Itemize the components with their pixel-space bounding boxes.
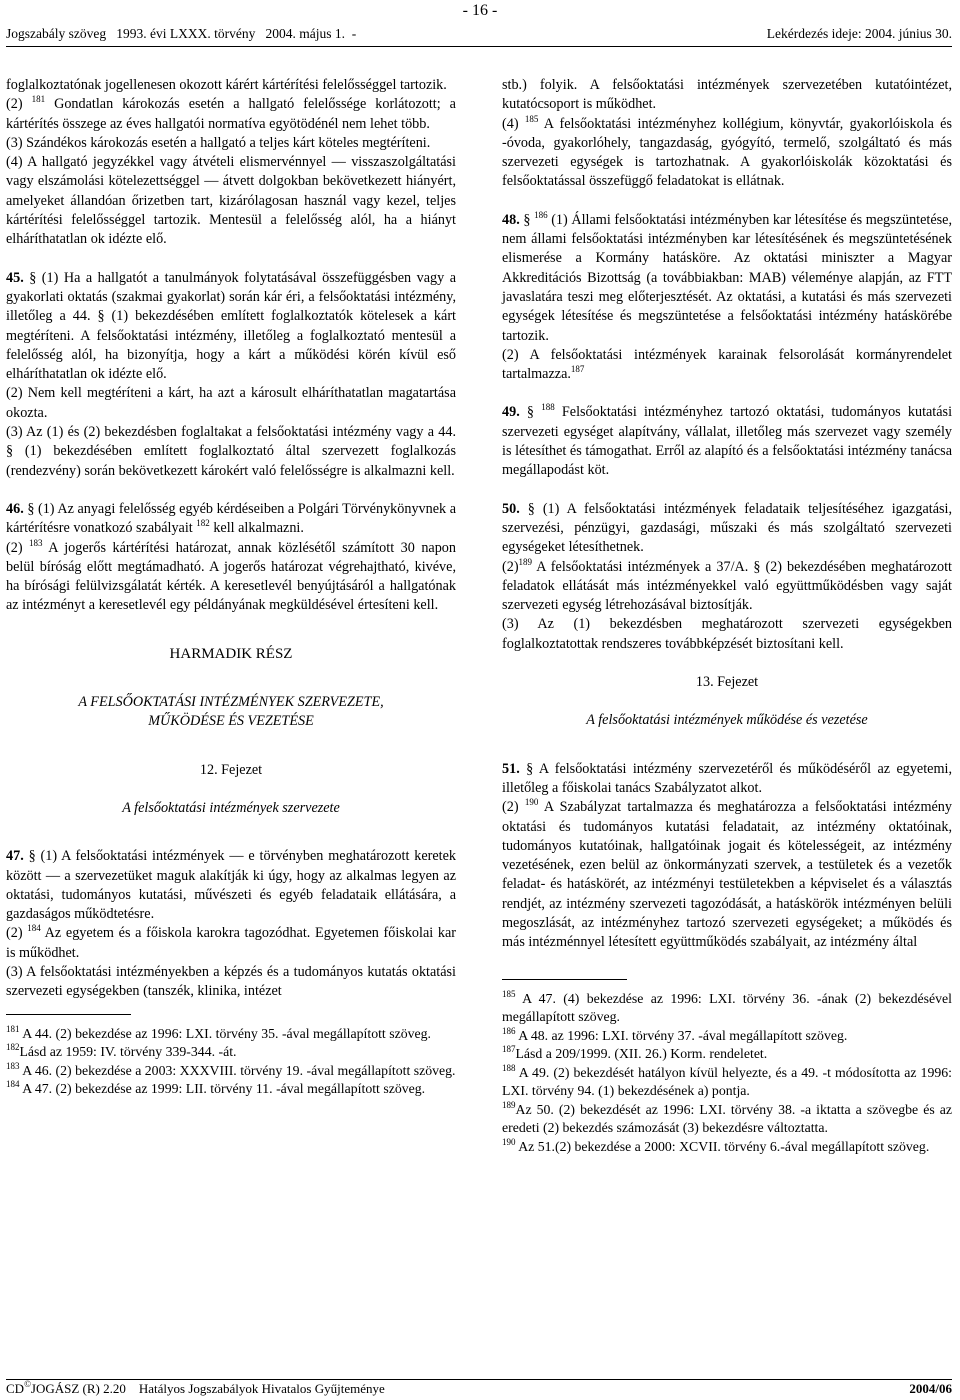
footnote-number: 188 [502,1062,516,1073]
footnote-ref[interactable]: 187 [570,364,585,375]
paragraph-text: § (1) Az anyagi felelősség egyéb kérdéseiben a Polgári Törvénykönyvnek a kártérítésre vonatkozó szabályait [6,500,456,537]
part-title: HARMADIK RÉSZ [169,645,293,662]
paragraph-prefix: (2) [502,799,525,816]
section-number: 50. [502,500,520,517]
footnote-number: 183 [6,1060,20,1071]
footnote [502,1027,952,1046]
footnote [6,1025,456,1044]
footnote-number: 186 [502,1025,516,1036]
footnote-text: Az 51.(2) bekezdése a 2000: XCVII. törvény 6.-ával megállapított szöveg. [515,1138,930,1154]
paragraph: (3) A felsőoktatási intézményekben a képzés és a tudományos kutatás oktatási szervezeti egységekben (tanszék, klinika, intézet [6,963,456,1000]
section-number: 47. [6,848,24,865]
section-45 [6,269,456,385]
footnote-text: A 49. (2) bekezdését hatályon kívül helyezte, és a 49. -t módosította az 1996: LXI. törvény 94. (1) bekezdésének a) pontja. [502,1064,952,1099]
footnote-number: 181 [6,1023,20,1034]
footnote-ref[interactable]: 185 [524,113,539,124]
paragraph: stb.) folyik. A felsőoktatási intézmények szervezetében kutatóintézet, kutatócsoport is működhet. [502,77,952,113]
footnote-number: 190 [502,1136,516,1147]
footnote-text: Lásd az 1959: IV. törvény 339-344. -át. [19,1044,237,1060]
paragraph: (3) Az (1) és (2) bekezdésben foglaltakat a felsőoktatási intézmény vagy a 44. § (1) bekezdésében említett foglalkoztató által szervezett foglalkozás (rendezvény) során bekövetkezett károkért való felelősségre is alkalmazni kell. [6,424,456,479]
page-header [6,26,952,42]
footnote [502,1101,952,1138]
page-footer [6,1381,952,1397]
paragraph [6,539,456,616]
paragraph-text: § (1) A felsőoktatási intézmények — e törvényben meghatározott keretek között — a szervezetüket maguk alakítják ki úgy, hogy az alkalmas legyen az oktatási, tudományos kutatási, művészeti és egyéb feladataik ellátására, a gazdaságos működtetésre. [6,848,456,923]
paragraph-prefix: (2) [502,558,519,575]
footnotes [6,1025,456,1099]
header-left: Jogszabály szöveg 1993. évi LXXX. törvény 2004. május 1. - [6,26,357,41]
footnote-ref[interactable]: 183 [29,537,43,548]
paragraph [6,924,456,963]
section-47 [6,847,456,924]
section-number: 51. [502,760,520,777]
paragraph-text: § (1) Ha a hallgatót a tanulmányok folytatásával összefüggésben vagy a gyakorlati oktatás (szakmai gyakorlat) során kár éri, a felsőoktatási intézmény, illetőleg a 44. § (1) bekezdésében említett foglalkoztatók kötelesek a kárt megtéríteni. A felsőoktatási intézmény, illetőleg a foglalkoztató mentesül a felelősség alól, ha bizonyítja, hogy a kárt a működési körén kívül eső elháríthatatlan ok idézte elő. [6,269,456,383]
footnote [502,990,952,1027]
paragraph-prefix: (2) [6,539,30,556]
page-number: - 16 - [462,2,498,19]
section-number: 49. [502,404,520,421]
footer-right: 2004/06 [909,1381,952,1396]
footnote-ref[interactable]: 188 [541,402,555,413]
footnote-text: A 44. (2) bekezdése az 1996: LXI. törvény 35. -ával megállapított szöveg. [19,1025,431,1041]
footnotes [502,990,952,1157]
footer-left [6,1381,385,1397]
left-column [6,76,456,1099]
paragraph: (4) A hallgató jegyzékkel vagy átvételi elismervénnyel — visszaszolgáltatási vagy elszámolási kötelezettséggel — átvett dolgokban bekövetkezett hiányért, amelyeket állandóan őrizetben tart, kizárólagosan használ vagy kezel, teljes kártérítési felelősséggel tartozik. Mentesül a felelősség alól, ha a hiányt elháríthatatlan ok idézte elő. [6,154,456,248]
footnote-ref[interactable]: 190 [524,797,539,808]
footnote-ref[interactable]: 182 [196,518,210,529]
footnote-text: A 46. (2) bekezdése a 2003: XXXVIII. törvény 19. -ával megállapított szöveg. [19,1062,456,1078]
footnote-text: Lásd a 209/1999. (XII. 26.) Korm. rendeletet. [515,1046,768,1062]
footnote-ref[interactable]: 186 [534,209,548,220]
footnote-number: 182 [6,1042,20,1053]
section-48 [502,211,952,346]
footer-rule [6,1379,952,1380]
footnote-number: 189 [502,1099,516,1110]
paragraph-text: Az egyetem és a főiskola karokra tagozódhat. Egyetemen főiskolai kar is működhet. [6,925,457,961]
footnote [502,1138,952,1157]
chapter-title: A felsőoktatási intézmények szervezete [122,799,340,816]
paragraph-text: kell alkalmazni. [209,520,304,537]
paragraph-text: Felsőoktatási intézményhez tartozó oktatási, tudományos kutatási szervezeti egységet alapítvány, vállalat, illetőleg más szervezet vagy személy is létesíthet és támogathat. Erről az alapító és a felsőoktatási intézmény tanácsa megállapodást köt. [502,404,953,479]
chapter-heading: 12. Fejezet [199,761,263,778]
paragraph-prefix: (4) [502,115,525,132]
footnote-number: 187 [502,1044,516,1055]
part-subtitle: A FELSŐOKTATÁSI INTÉZMÉNYEK SZERVEZETE, MŰKÖDÉSE ÉS VEZETÉSE [78,694,384,730]
footnote-text: Az 50. (2) bekezdését az 1996: LXI. törvény 38. -a iktatta a szövegbe és az eredeti (2) bekezdés számozását (3) bekezdésre változtatta. [502,1101,952,1136]
footnote [502,1045,952,1064]
section-50 [502,500,952,558]
footnote [6,1080,456,1099]
paragraph-text: A felsőoktatási intézmények a 37/A. § (2) bekezdésében meghatározott feladatok ellátását más intézményekkel való együttműködésben vagy saját szervezeti egység létrehozásával biztosítják. [502,558,952,614]
footnote-ref[interactable]: 181 [31,94,46,105]
section-sign: § [519,211,535,228]
footnote-text: A 47. (4) bekezdése az 1996: LXI. törvény 36. -ának (2) bekezdésével megállapított szöveg. [502,990,952,1025]
chapter-heading: 13. Fejezet [695,674,759,691]
footnote-text: A 48. az 1996: LXI. törvény 37. -ával megállapított szöveg. [515,1027,848,1043]
copyright-mark: © [24,1379,31,1389]
footnote-number: 184 [6,1079,20,1090]
footnote [6,1062,456,1081]
footnote-ref[interactable]: 189 [518,556,533,567]
section-46 [6,500,456,539]
footnote-rule [6,1014,131,1015]
paragraph [502,558,952,616]
section-sign: § [519,404,542,421]
section-number: 46. [6,500,24,517]
paragraph-text: A jogerős kártérítési határozat, annak közlésétől számított 30 napon belül bíróság előtt megtámadható. A jogerős határozat végrehajtható, kivéve, ha bírósági felülvizsgálatát kérték. A keresetlevél benyújtásáról a hallgatónak az intézményt a keresetlevél egy példányának megküldésével értesíteni kell. [6,539,456,614]
section-number: 45. [6,269,24,286]
header-rule [6,46,952,47]
paragraph [502,346,952,385]
paragraph [502,798,952,952]
footnote-text: A 47. (2) bekezdése az 1999: LII. törvény 11. -ával megállapított szöveg. [19,1081,426,1097]
paragraph-text: Gondatlan károkozás esetén a hallgató felelőssége korlátozott; a kártérítés összege az éves hallgatói normatíva egyötödénél nem lehet több. [6,96,456,132]
header-right: Lekérdezés ideje: 2004. június 30. [766,26,952,41]
paragraph: (2) Nem kell megtéríteni a kárt, ha azt a károsult elháríthatatlan magatartása okozta. [6,385,456,421]
footnote [502,1064,952,1101]
paragraph [502,115,952,192]
paragraph: (3) Az (1) bekezdésben meghatározott szervezeti egységekben foglalkoztatottak rendszeres továbbképzését biztosítani kell. [502,616,952,652]
right-column [502,76,952,1156]
footnote [6,1043,456,1062]
paragraph-text: (1) Állami felsőoktatási intézményben kar létesítése és megszüntetése, nem állami felsőoktatási intézményben kar létesítésének és megszüntetésének elismerése a Kormány hatásköre. Az oktatási miniszter a Magyar Akkreditációs Bizottság (a továbbiakban: MAB) véleménye alapján, az FTT javaslatára teszi meg előterjesztését. Az oktatási, a kutatási és más szervezeti egységek létesítése és megszüntetése a felsőoktatási intézmény hatáskörébe tartozik. [502,211,953,344]
paragraph: (3) Szándékos károkozás esetén a hallgató a teljes kárt köteles megtéríteni. [6,134,431,151]
footnote-rule [502,979,627,980]
paragraph-prefix: (2) [6,96,32,113]
paragraph-prefix: (2) [6,925,28,942]
paragraph [6,95,456,134]
paragraph-text: (2) A felsőoktatási intézmények karainak felsorolását kormányrendelet tartalmazza. [502,346,952,383]
section-51 [502,760,952,799]
section-number: 48. [502,211,520,228]
footer-cd: CD [6,1381,25,1396]
section-49 [502,403,952,480]
paragraph-text: § A felsőoktatási intézmény szervezetéről és működéséről az egyetemi, illetőleg a főiskolai tanács Szabályzatot alkot. [502,760,952,796]
footnote-number: 185 [502,988,516,999]
paragraph-text: A felsőoktatási intézményhez kollégium, könyvtár, gyakorlóiskola és -óvoda, gyakorlóhely, tangazdaság, gyógyító, termelő, szolgáltató és más szervezeti egységek is tartozhatnak. A gyakorlóiskolák közoktatási és felsőoktatással összefüggő feladatokat is ellátnak. [502,115,952,190]
paragraph-text: A Szabályzat tartalmazza és meghatározza a felsőoktatási intézmény oktatási és tudományos kutatási feladatait, az intézmény oktatóinak, tudományos kutatóinak, hallgatóinak jogait és kötelességeit, az intézmény vezetésének, ezen belül az önkormányzati szervek, a testületek és a vezetők feladat- és hatáskörét, az intézményi testületekben a képviselet és a választás rendjét, az intézmény szervezeti tagozódását, a hatáskörök intézményen belüli megoszlását, az intézményhez tartozó szervezeti egységeket; a működés és más intézménnyel létesített együttműködés szabályait, az intézmény által [502,799,952,951]
chapter-title: A felsőoktatási intézmények működése és vezetése [586,712,868,729]
footnote-ref[interactable]: 184 [27,923,41,934]
paragraph-text: § (1) A felsőoktatási intézmények feladataik teljesítéséhez igazgatási, szervezési, pénzügyi, gazdasági, műszaki és más szolgáltató szervezeti egységeket létesíthetnek. [502,500,952,556]
footer-middle: JOGÁSZ (R) 2.20 Hatályos Jogszabályok Hivatalos Gyűjteménye [30,1381,385,1396]
paragraph: foglalkoztatónak jogellenesen okozott kárért kártérítési felelősséggel tartozik. [6,77,447,93]
